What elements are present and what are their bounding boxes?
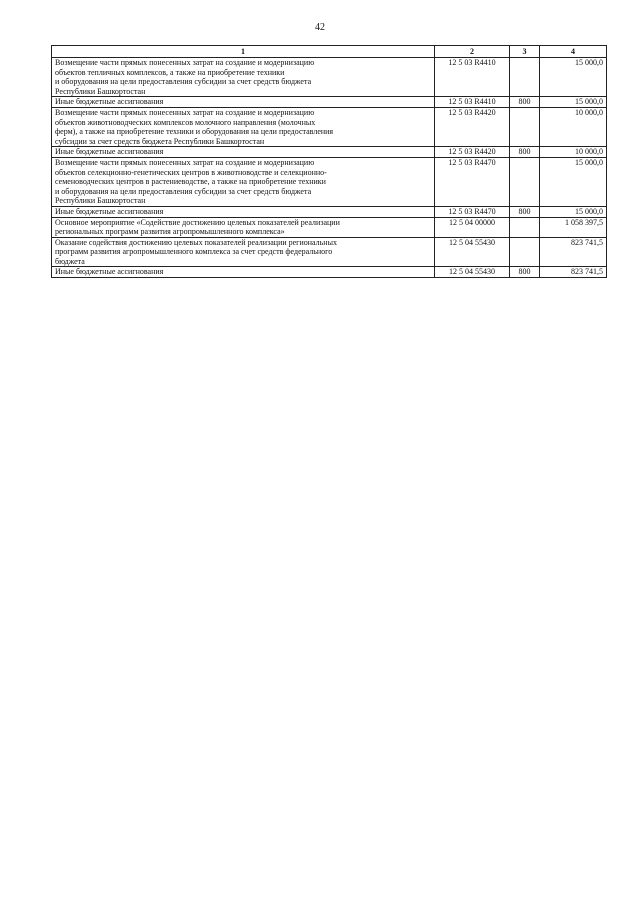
row-name-line: объектов селекционно-генетических центров в животноводстве и селекционно- [55, 167, 327, 177]
row-code-cell: 12 5 03 R4410 [435, 97, 510, 108]
row-code-cell: 12 5 04 00000 [435, 217, 510, 237]
column-header-1: 1 [52, 46, 435, 58]
table-row [52, 237, 607, 267]
row-expense-type-cell [510, 58, 540, 97]
row-expense-type-cell: 800 [510, 267, 540, 278]
row-name-line: региональных программ развития агропромышленного комплекса» [55, 227, 285, 237]
table-row [52, 58, 607, 97]
row-name-line: Оказание содействия достижению целевых показателей реализации региональных [55, 237, 337, 247]
row-name-line: Возмещение части прямых понесенных затрат на создание и модернизацию [55, 107, 315, 117]
row-name-cell [52, 157, 435, 206]
row-code-cell: 12 5 03 R4470 [435, 206, 510, 217]
table-row [52, 107, 607, 146]
row-amount-cell: 15 000,0 [540, 58, 607, 97]
row-name-line: объектов тепличных комплексов, а также на приобретение техники [55, 67, 285, 77]
row-name-cell [52, 58, 435, 97]
row-name-cell [52, 267, 435, 278]
column-header-2: 2 [435, 46, 510, 58]
row-amount-cell: 15 000,0 [540, 97, 607, 108]
row-name-cell [52, 97, 435, 108]
row-name-line: бюджета [55, 256, 85, 266]
table-row [52, 97, 607, 108]
row-name-cell [52, 206, 435, 217]
row-name-line: объектов животноводческих комплексов молочного направления (молочных [55, 117, 316, 127]
row-amount-cell: 823 741,5 [540, 237, 607, 267]
row-name-line: Иные бюджетные ассигнования [55, 147, 164, 157]
row-expense-type-cell: 800 [510, 147, 540, 158]
row-name-line: Возмещение части прямых понесенных затрат на создание и модернизацию [55, 58, 315, 67]
row-amount-cell: 1 058 397,5 [540, 217, 607, 237]
page-number: 42 [315, 22, 325, 33]
row-name-line: субсидии за счет средств бюджета Республики Башкортостан [55, 136, 265, 146]
row-name-cell [52, 147, 435, 158]
row-name-line: Республики Башкортостан [55, 86, 146, 96]
row-code-cell: 12 5 03 R4420 [435, 147, 510, 158]
row-name-line: и оборудования на цели предоставления субсидии за счет средств бюджета [55, 186, 312, 196]
row-amount-cell: 823 741,5 [540, 267, 607, 278]
row-expense-type-cell [510, 217, 540, 237]
row-expense-type-cell [510, 237, 540, 267]
row-code-cell: 12 5 04 55430 [435, 237, 510, 267]
row-amount-cell: 10 000,0 [540, 147, 607, 158]
row-name-cell [52, 107, 435, 146]
row-code-cell: 12 5 03 R4470 [435, 157, 510, 206]
row-name-line: Иные бюджетные ассигнования [55, 206, 164, 216]
table-header-row [52, 46, 607, 58]
row-expense-type-cell: 800 [510, 97, 540, 108]
row-amount-cell: 15 000,0 [540, 157, 607, 206]
row-name-cell [52, 217, 435, 237]
row-name-line: Иные бюджетные ассигнования [55, 267, 164, 277]
row-name-cell [52, 237, 435, 267]
row-name-line: ферм), а также на приобретение техники и оборудования на цели предоставления [55, 127, 334, 137]
table-body [52, 58, 607, 278]
budget-table [51, 45, 607, 278]
table-row [52, 217, 607, 237]
row-amount-cell: 10 000,0 [540, 107, 607, 146]
table-row [52, 206, 607, 217]
row-code-cell: 12 5 03 R4410 [435, 58, 510, 97]
row-code-cell: 12 5 03 R4420 [435, 107, 510, 146]
row-name-line: семеноводческих центров в растениеводстве, а также на приобретение техники [55, 177, 326, 187]
table-row [52, 267, 607, 278]
table-row [52, 157, 607, 206]
row-expense-type-cell: 800 [510, 206, 540, 217]
row-expense-type-cell [510, 107, 540, 146]
row-name-line: Основное мероприятие «Содействие достижению целевых показателей реализации [55, 217, 340, 227]
row-amount-cell: 15 000,0 [540, 206, 607, 217]
row-name-line: Республики Башкортостан [55, 196, 146, 206]
row-name-line: и оборудования на цели предоставления субсидии за счет средств бюджета [55, 77, 312, 87]
row-name-line: Иные бюджетные ассигнования [55, 97, 164, 107]
row-name-line: Возмещение части прямых понесенных затрат на создание и модернизацию [55, 157, 315, 167]
table-row [52, 147, 607, 158]
row-name-line: программ развития агропромышленного комплекса за счет средств федерального [55, 247, 333, 257]
column-header-3: 3 [510, 46, 540, 58]
column-header-4: 4 [540, 46, 607, 58]
row-code-cell: 12 5 04 55430 [435, 267, 510, 278]
row-expense-type-cell [510, 157, 540, 206]
